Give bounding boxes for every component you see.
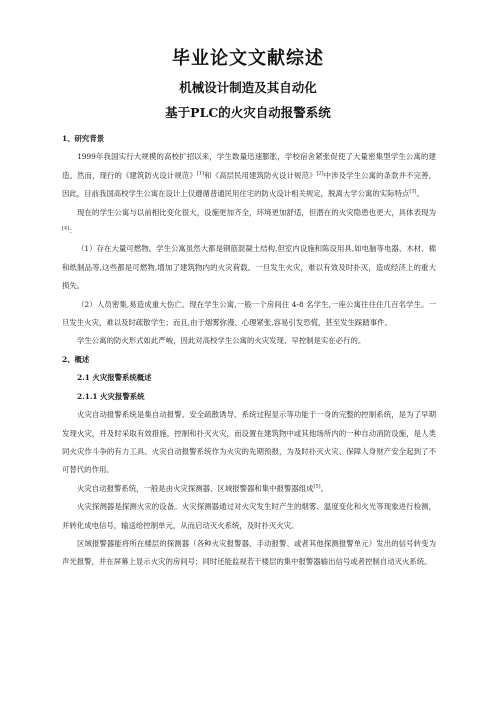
citation-ref: [3] (409, 188, 417, 195)
paragraph: 火灾自动报警系统，一般是由火灾探测器、区域报警器和集中报警器组成[5]。 (77, 483, 329, 493)
paragraph: 火灾自动报警系统是集自动报警、安全疏散诱导、系统过程显示等功能于一身的完整的控制系统，是为了早期发现火灾，并及时采取有效措施，控制和扑灭火灾，而设置在建筑物中或其他场所内的一种自动消防设施，是人类同火灾作斗争的有力工具。火灾自动报警系统作为火灾的先期预报，为及时扑灭火灾、保障人身财产安全起到了不可替代的作用。 (62, 410, 436, 475)
subsection-heading: 2.1 火灾报警系统概述 (77, 373, 152, 383)
paragraph: 学生公寓的防火形式如此严峻，因此对高校学生公寓的火灾发现、早控制是实在必行的。 (77, 336, 366, 346)
paragraph: 现在的学生公寓与以前相比变化很大，设施更加齐全，环境更加舒适，但潜在的火灾隐患也更大，具体表现为[4]： (62, 207, 436, 236)
section-heading-overview: 2、概述 (62, 354, 90, 364)
paragraph: 区域报警器能将所在楼层的探测器（各种火灾报警器、手动报警、或者其他探测报警单元）发出的信号转变为声光报警，并在屏幕上显示火灾的房间号；同时还能监视若干楼层的集中报警器输出信号或者控制自动灭火系统。 (62, 538, 436, 567)
citation-ref: [4] (62, 225, 70, 232)
subsubsection-heading: 2.1.1 火灾报警系统 (77, 391, 145, 401)
citation-ref: [2] (316, 170, 324, 177)
paragraph: 火灾探测器是探测火灾的设备。火灾探测器通过对火灾发生时产生的烟雾、温度变化和火光等现象进行检测，并转化成电信号，输送给控制单元，从而启动灭火系统，及时扑灭火灾。 (62, 502, 436, 530)
citation-ref: [1] (196, 170, 204, 177)
section-heading-background: 1、研究背景 (62, 134, 105, 143)
paragraph: （1）存在大量可燃物。学生公寓虽然大都是钢筋混凝土结构,但室内设施和陈设用具,如电脑等电器、木材、棉和纸制品等,这些都是可燃物,增加了建筑物内的火灾荷载。一旦发生火灾，难以有效及时扑灭，造成经济上的重大损失。 (62, 244, 436, 291)
paragraph: （2）人员密集,易造成重大伤亡。现在学生公寓,一般一个房间住 4-8 名学生,一座公寓往往住几百名学生。一旦发生火灾，难以及时疏散学生；而且,由于烟雾弥漫、心理紧张,容易引发恐慌，甚至发生踩踏事件。 (62, 299, 436, 328)
citation-ref: [5] (313, 483, 321, 490)
document-body (62, 130, 436, 572)
thesis-topic-subtitle: 基于PLC的火灾自动报警系统 (165, 105, 331, 120)
page-title: 毕业论文文献综述 (172, 48, 324, 69)
paragraph: 1999年我国实行大规模的高校扩招以来，学生数量迅速膨胀，学校宿舍紧张促使了大量密集型学生公寓的建造。然而，现行的《建筑防火设计规范》[1]和《高层民用建筑防火设计规范》[2]中涉及学生公寓的条款并不完善，因此，目前我国高校学生公寓在设计上仅遵循普通民用住宅的防火设计相关规定，脱离大学公寓的实际特点[3]。 (62, 152, 436, 199)
major-subtitle: 机械设计制造及其自动化 (179, 80, 317, 95)
